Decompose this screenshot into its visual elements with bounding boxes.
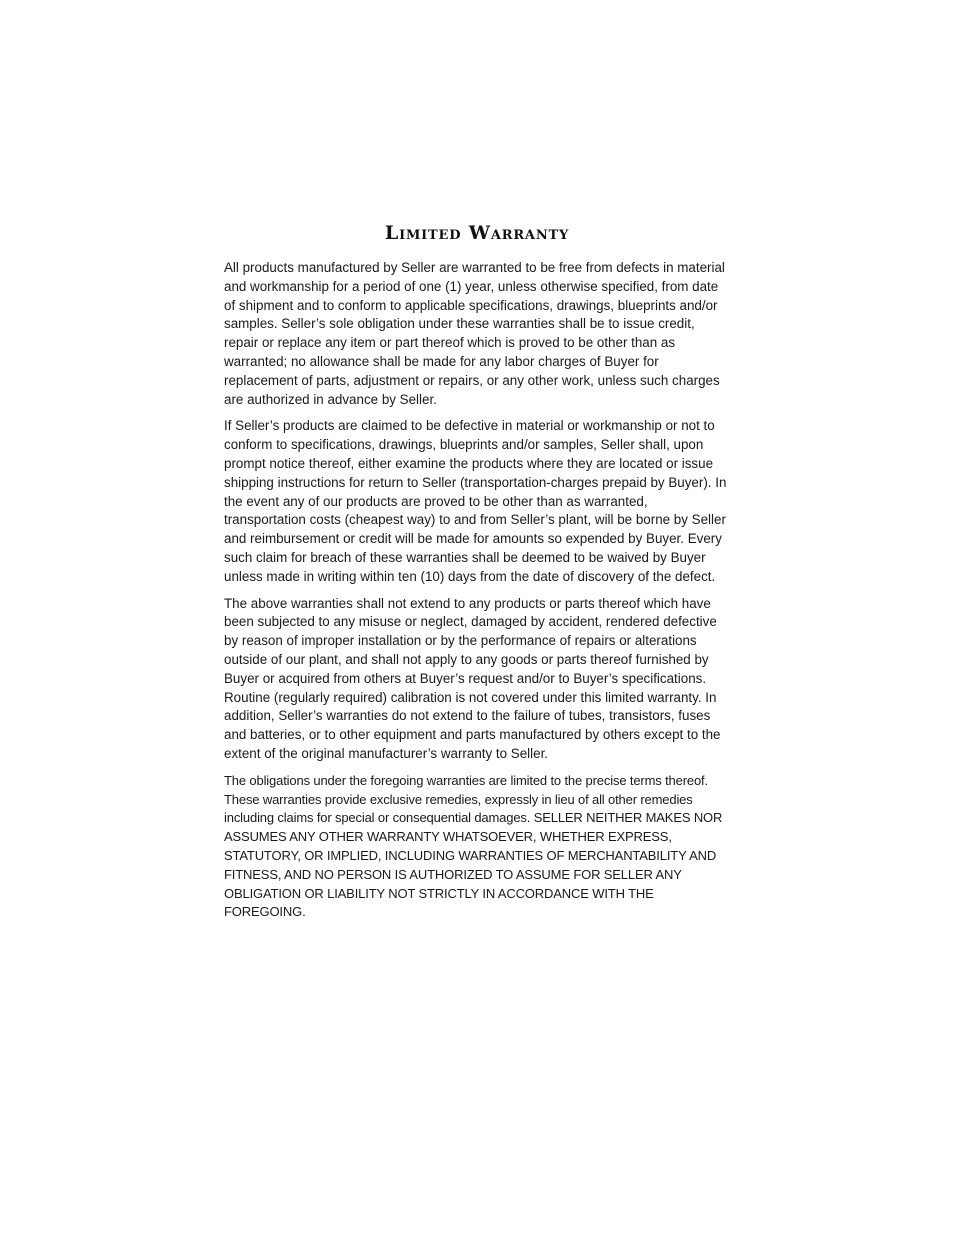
warranty-paragraph-1: All products manufactured by Seller are warranted to be free from defects in material and workmanship for a period of one (1) year, unless otherwise specified, from date of shipment and to conform to applicable specifications, drawings, blueprints and/or samples. Seller’s sole obligation under these warranties shall be to issue credit, repair or replace any item or part thereof which is proved to be other than as warranted; no allowance shall be made for any labor charges of Buyer for replacement of parts, adjustment or repairs, or any other work, unless such charges are authorized in advance by Seller. <box>224 260 725 407</box>
warranty-body <box>224 259 730 930</box>
warranty-disclaimer-paragraph: The obligations under the foregoing warranties are limited to the precise terms thereof. These warranties provide exclusive remedies, expressly in lieu of all other remedies including claims for special or consequential damages. SELLER NEITHER MAKES NOR ASSUMES ANY OTHER WARRANTY WHATSOEVER, WHETHER EXPRESS, STATUTORY, OR IMPLIED, INCLUDING WARRANTIES OF MERCHANTABILITY AND FITNESS, AND NO PERSON IS AUTHORIZED TO ASSUME FOR SELLER ANY OBLIGATION OR LIABILITY NOT STRICTLY IN ACCORDANCE WITH THE FOREGOING. <box>224 772 723 920</box>
warranty-paragraph-3: The above warranties shall not extend to any products or parts thereof which have been subjected to any misuse or neglect, damaged by accident, rendered defective by reason of improper installation or by the performance of repairs or alterations outside of our plant, and shall not apply to any goods or parts thereof furnished by Buyer or acquired from others at Buyer’s request and/or to Buyer’s specifications. Routine (regularly required) calibration is not covered under this limited warranty. In addition, Seller’s warranties do not extend to the failure of tubes, transistors, fuses and batteries, or to other equipment and parts manufactured by others except to the extent of the original manufacturer’s warranty to Seller. <box>224 595 721 761</box>
page-title: Limited Warranty <box>384 222 570 244</box>
warranty-paragraph-2: If Seller’s products are claimed to be defective in material or workmanship or not to conform to specifications, drawings, blueprints and/or samples, Seller shall, upon prompt notice thereof, either examine the products where they are located or issue shipping instructions for return to Seller (transportation-charges prepaid by Buyer). In the event any of our products are proved to be other than as warranted, transportation costs (cheapest way) to and from Seller’s plant, will be borne by Seller and reimbursement or credit will be made for amounts so expended by Buyer. Every such claim for breach of these warranties shall be deemed to be waived by Buyer unless made in writing within ten (10) days from the date of discovery of the defect. <box>224 418 727 584</box>
